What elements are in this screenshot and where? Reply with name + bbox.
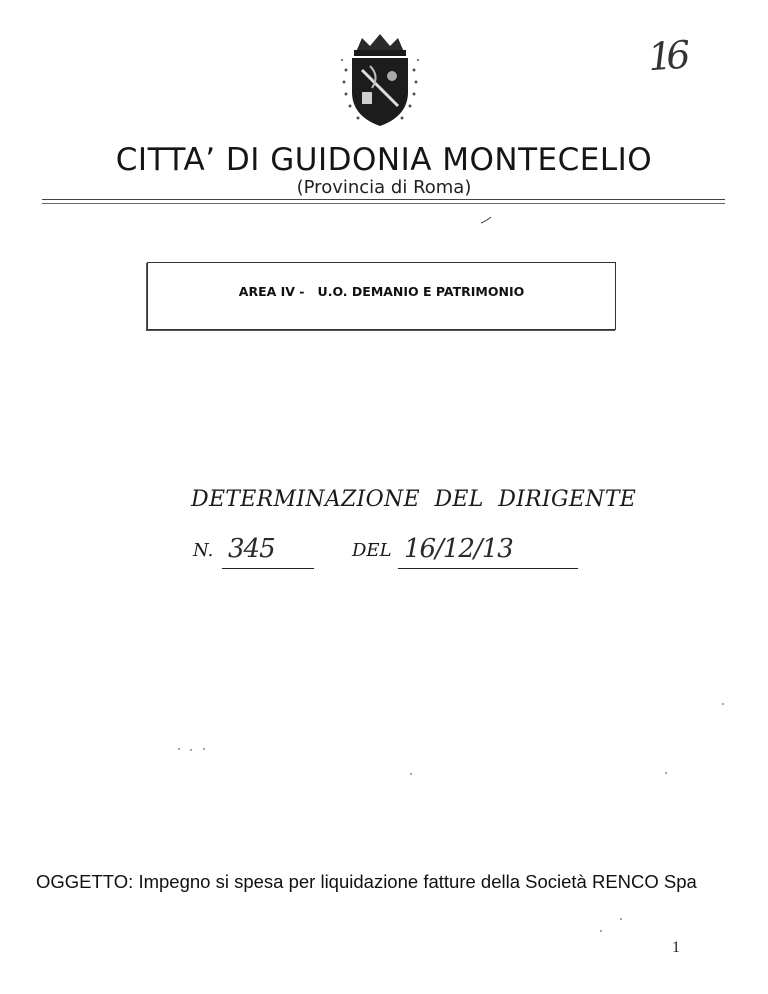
coat-of-arms-icon [332,30,428,130]
handwritten-page-mark: 16 [646,32,686,80]
scan-speck [190,749,192,751]
province-name: (Provincia di Roma) [296,177,472,198]
number-label: N. [193,540,214,561]
date-field [398,534,578,569]
scan-speck [203,748,205,750]
city-name: CITTA’ DI GUIDONIA MONTECELIO [115,142,653,178]
date-value: 16/12/13 [404,534,513,564]
date-label: DEL [352,540,392,561]
scan-speck [665,772,667,774]
determination-title: DETERMINAZIONE DEL DIRIGENTE [191,487,637,512]
scan-speck [178,748,180,750]
subject-line: OGGETTO: Impegno si spesa per liquidazione fatture della Società RENCO Spa [36,871,697,892]
pen-tick-mark-icon [480,216,492,224]
number-value: 345 [228,534,275,564]
scan-speck [722,703,724,705]
scan-speck [410,773,412,775]
area-box [147,262,616,330]
number-field [222,534,314,569]
scan-speck [600,930,602,932]
scan-speck [620,918,622,920]
header-divider-top [42,199,725,200]
header-divider-bottom [42,203,725,204]
area-label: AREA IV - U.O. DEMANIO E PATRIMONIO [238,284,525,299]
page-number: 1 [672,939,680,956]
